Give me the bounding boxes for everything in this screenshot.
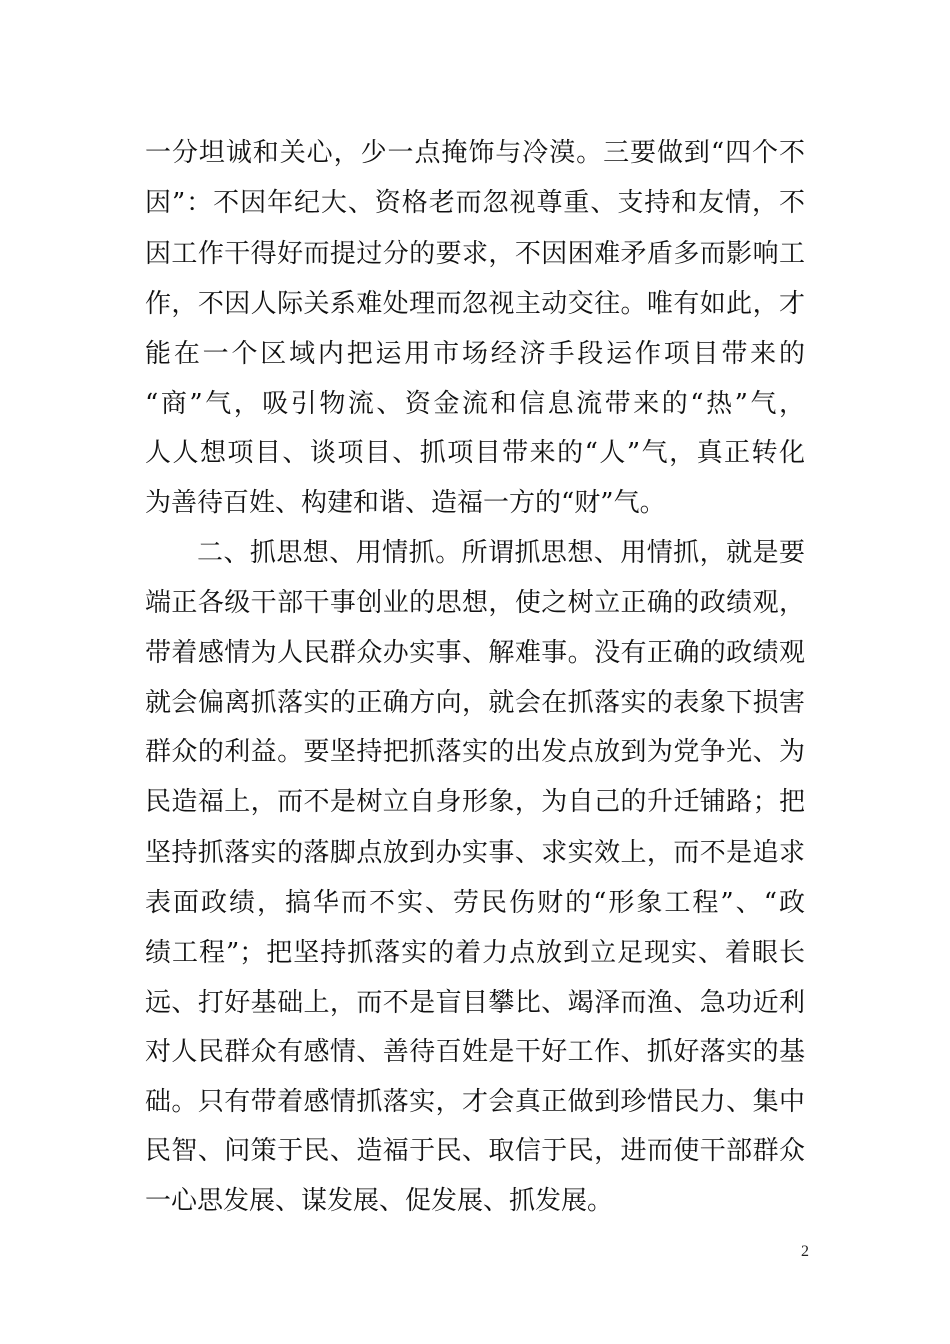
body-text-line: 民智、问策于民、造福于民、取信于民，进而使干部群众	[145, 1136, 805, 1166]
body-text-line: 表面政绩，搞华而不实、劳民伤财的“形象工程”、“政	[145, 888, 805, 918]
body-text-line: 一分坦诚和关心，少一点掩饰与冷漠。三要做到“四个不	[145, 138, 805, 168]
body-text-line: 对人民群众有感情、善待百姓是干好工作、抓好落实的基	[145, 1037, 805, 1067]
body-text-line: 坚持抓落实的落脚点放到办实事、求实效上，而不是追求	[145, 838, 805, 868]
body-text-line: 远、打好基础上，而不是盲目攀比、竭泽而渔、急功近利	[145, 988, 805, 1018]
body-text-line: 础。只有带着感情抓落实，才会真正做到珍惜民力、集中	[145, 1087, 805, 1117]
body-text-line: 能在一个区域内把运用市场经济手段运作项目带来的	[145, 339, 805, 369]
body-text-line: 带着感情为人民群众办实事、解难事。没有正确的政绩观	[145, 638, 805, 668]
body-text-line: 端正各级干部干事创业的思想，使之树立正确的政绩观，	[145, 588, 805, 618]
body-text-line: 群众的利益。要坚持把抓落实的出发点放到为党争光、为	[145, 737, 805, 767]
paragraph-first-line: 二、抓思想、用情抓。所谓抓思想、用情抓，就是要	[197, 538, 805, 568]
body-text-line: 民造福上，而不是树立自身形象，为自己的升迁铺路；把	[145, 787, 805, 817]
body-text-line: 就会偏离抓落实的正确方向，就会在抓落实的表象下损害	[145, 688, 805, 718]
body-text-line: 一心思发展、谋发展、促发展、抓发展。	[145, 1186, 614, 1216]
body-text-line: 绩工程”；把坚持抓落实的着力点放到立足现实、着眼长	[145, 938, 805, 968]
page-number: 2	[801, 1243, 809, 1260]
body-text-line: “商”气，吸引物流、资金流和信息流带来的“热”气，	[145, 389, 805, 419]
body-text-line: 人人想项目、谈项目、抓项目带来的“人”气，真正转化	[145, 438, 805, 468]
body-text-line: 作，不因人际关系难处理而忽视主动交往。唯有如此，才	[145, 289, 805, 319]
body-text-line: 因工作干得好而提过分的要求，不因困难矛盾多而影响工	[145, 239, 805, 269]
body-text-line: 因”：不因年纪大、资格老而忽视尊重、支持和友情，不	[145, 188, 805, 218]
body-text-line: 为善待百姓、构建和谐、造福一方的“财”气。	[145, 488, 666, 518]
